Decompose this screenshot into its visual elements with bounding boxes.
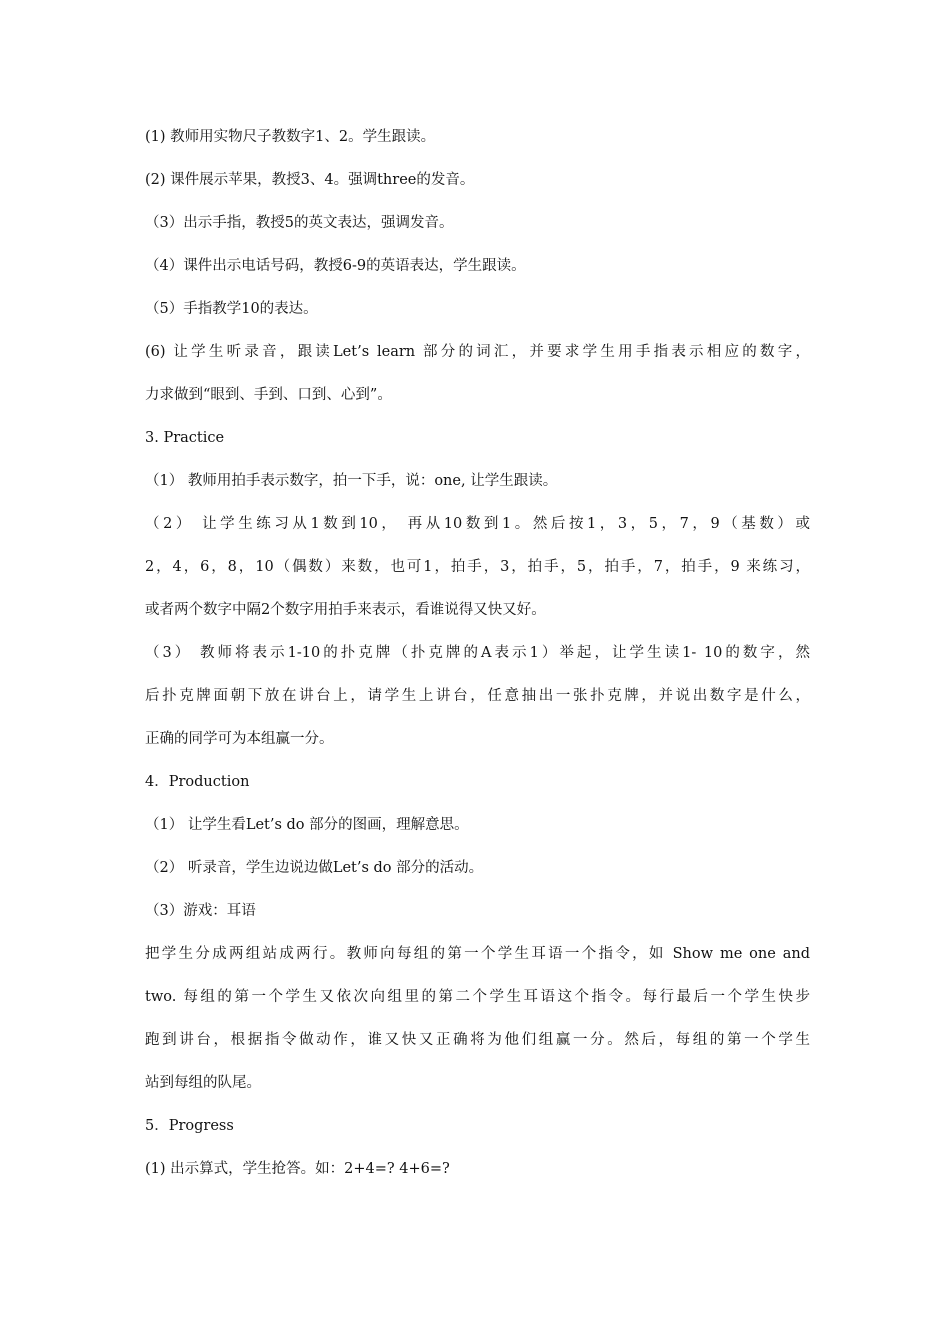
text-line-step-3: （3）出示手指，教授5的英文表达，强调发音。 xyxy=(145,215,454,231)
text-line-step-5: （5）手指教学10的表达。 xyxy=(145,301,318,317)
text-line-step-1: (1) 教师用实物尺子教数字1、2。学生跟读。 xyxy=(145,129,436,145)
text-line-production-1: （1） 让学生看Let’s do 部分的图画，理解意思。 xyxy=(145,817,469,833)
text-line-practice-3-cont-b: 正确的同学可为本组赢一分。 xyxy=(145,731,334,747)
text-line-step-6-cont: 力求做到“眼到、手到、口到、心到”。 xyxy=(145,387,392,403)
text-line-step-2: (2) 课件展示苹果，教授3、4。强调three的发音。 xyxy=(145,172,475,188)
section-heading-progress: 5．Progress xyxy=(145,1118,234,1134)
text-line-progress-1: (1) 出示算式，学生抢答。如：2+4=? 4+6=? xyxy=(145,1161,450,1177)
text-line-production-2: （2） 听录音，学生边说边做Let’s do 部分的活动。 xyxy=(145,860,484,876)
section-heading-production: 4．Production xyxy=(145,774,250,790)
text-line-production-3: （3）游戏：耳语 xyxy=(145,903,256,919)
text-line-practice-2: （2） 让学生练习从1数到10， 再从10数到1。然后按1，3，5，7，9（基数）或 xyxy=(145,516,810,532)
text-line-practice-2-cont-a: 2，4，6，8，10（偶数）来数，也可1，拍手，3，拍手，5，拍手，7，拍手，9 来练习， xyxy=(145,559,810,575)
text-line-practice-1: （1） 教师用拍手表示数字，拍一下手，说：one, 让学生跟读。 xyxy=(145,473,558,489)
text-line-game-desc-b: two. 每组的第一个学生又依次向组里的第二个学生耳语这个指令。每行最后一个学生快步 xyxy=(145,989,810,1005)
text-line-practice-3: （3） 教师将表示1-10的扑克牌（扑克牌的A表示1）举起，让学生读1- 10的数字，然 xyxy=(145,645,810,661)
document-body xyxy=(145,116,810,1191)
section-heading-practice: 3. Practice xyxy=(145,430,225,446)
text-line-practice-2-cont-b: 或者两个数字中隔2个数字用拍手来表示，看谁说得又快又好。 xyxy=(145,602,546,618)
text-line-game-desc-a: 把学生分成两组站成两行。教师向每组的第一个学生耳语一个指令，如 Show me one and xyxy=(145,946,810,962)
text-line-game-desc-c: 跑到讲台，根据指令做动作，谁又快又正确将为他们组赢一分。然后，每组的第一个学生 xyxy=(145,1032,810,1048)
text-line-step-6: (6) 让学生听录音，跟读Let’s learn 部分的词汇，并要求学生用手指表示相应的数字， xyxy=(145,344,810,360)
text-line-game-desc-d: 站到每组的队尾。 xyxy=(145,1075,261,1091)
text-line-step-4: （4）课件出示电话号码，教授6-9的英语表达，学生跟读。 xyxy=(145,258,526,274)
text-line-practice-3-cont-a: 后扑克牌面朝下放在讲台上，请学生上讲台，任意抽出一张扑克牌，并说出数字是什么， xyxy=(145,688,810,704)
